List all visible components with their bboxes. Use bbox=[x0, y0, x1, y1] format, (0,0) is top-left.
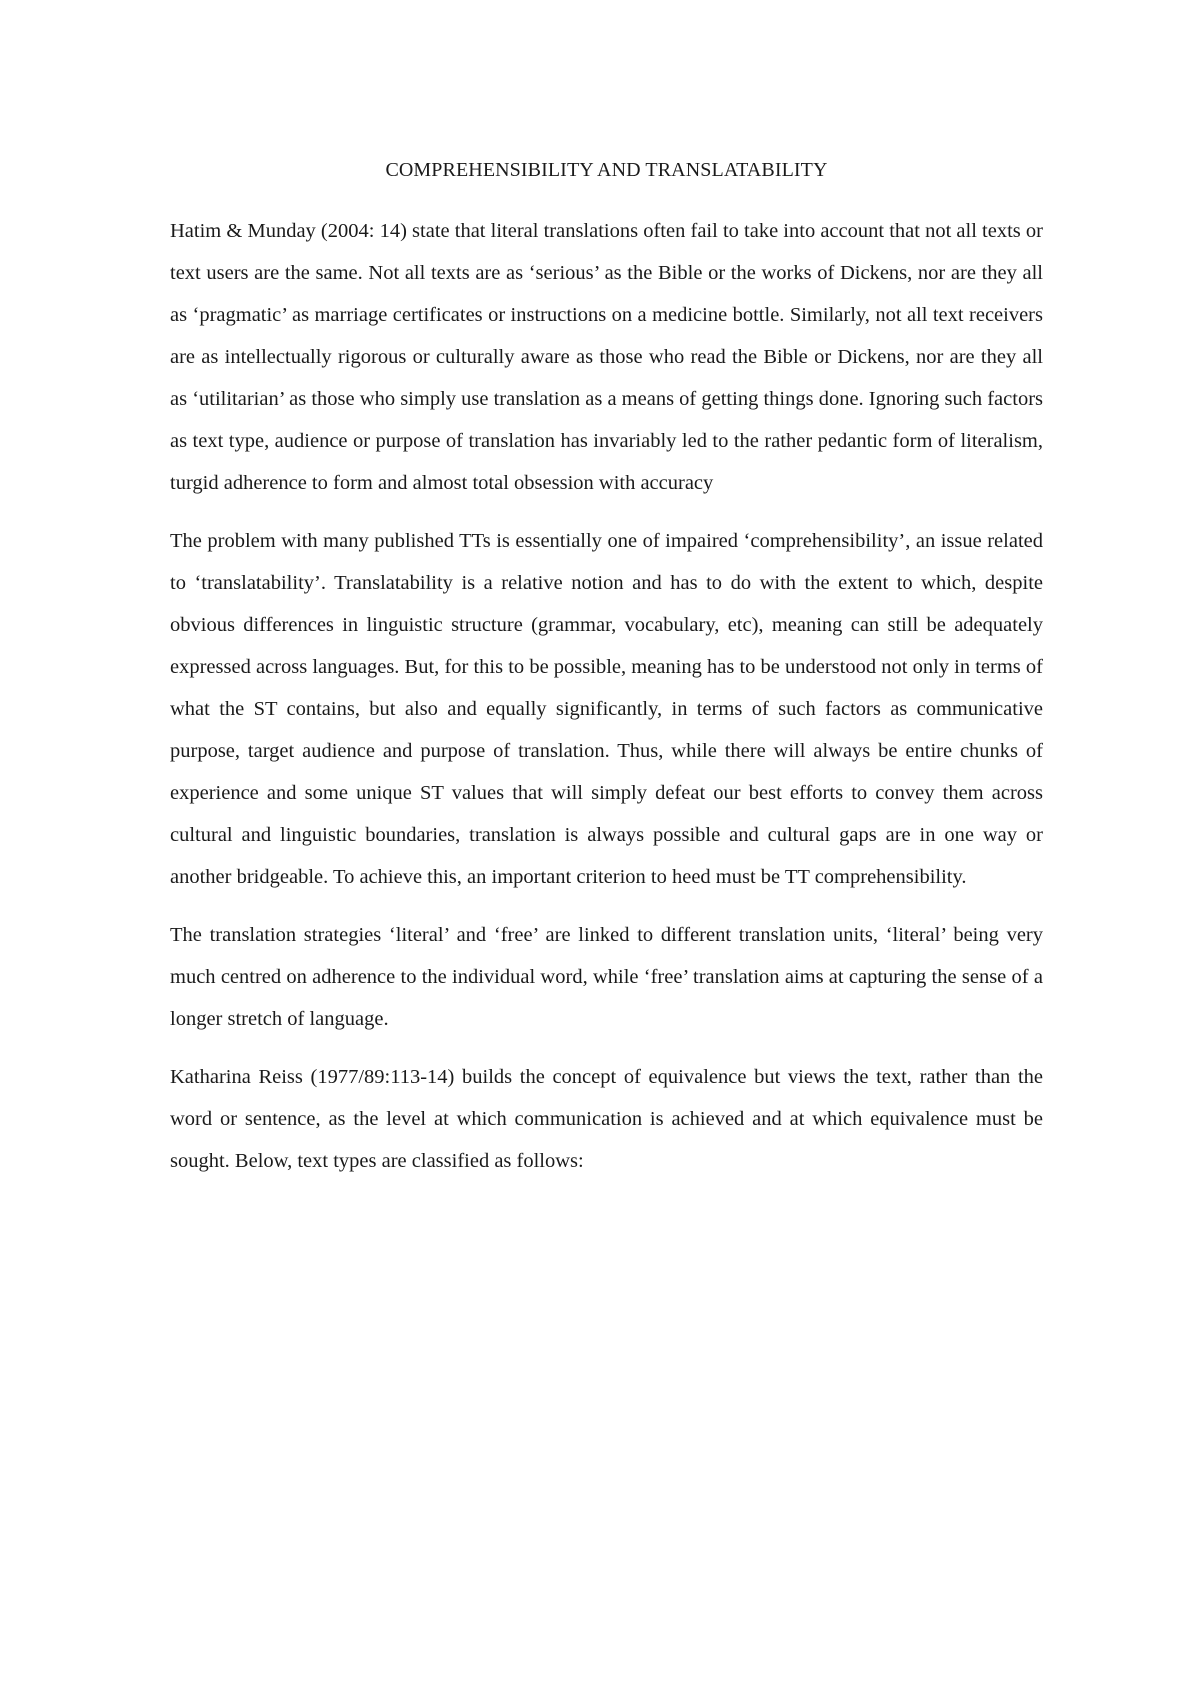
paragraph-comprehensibility: The problem with many published TTs is essentially one of impaired ‘comprehensibility’, an issue related to ‘translatability’. Translatability is a relative notion and has to do with the extent to which, despite obvious differences in linguistic structure (grammar, vocabulary, etc), meaning can still be adequately expressed across languages. But, for this to be possible, meaning has to be understood not only in terms of what the ST contains, but also and equally significantly, in terms of such factors as communicative purpose, target audience and purpose of translation. Thus, while there will always be entire chunks of experience and some unique ST values that will simply defeat our best efforts to convey them across cultural and linguistic boundaries, translation is always possible and cultural gaps are in one way or another bridgeable. To achieve this, an important criterion to heed must be TT comprehensibility. bbox=[170, 530, 1043, 888]
paragraph-hatim-munday: Hatim & Munday (2004: 14) state that literal translations often fail to take into account that not all texts or text users are the same. Not all texts are as ‘serious’ as the Bible or the works of Dickens, nor are they all as ‘pragmatic’ as marriage certificates or instructions on a medicine bottle. Similarly, not all text receivers are as intellectually rigorous or culturally aware as those who read the Bible or Dickens, nor are they all as ‘utilitarian’ as those who simply use translation as a means of getting things done. Ignoring such factors as text type, audience or purpose of translation has invariably led to the rather pedantic form of literalism, turgid adherence to form and almost total obsession with accuracy bbox=[170, 220, 1043, 494]
page-title: COMPREHENSIBILITY AND TRANSLATABILITY bbox=[385, 159, 828, 181]
paragraph-translation-strategies: The translation strategies ‘literal’ and ‘free’ are linked to different translation units, ‘literal’ being very much centred on adherence to the individual word, while ‘free’ translation aims at capturing the sense of a longer stretch of language. bbox=[170, 924, 1043, 1030]
paragraph-katharina-reiss: Katharina Reiss (1977/89:113-14) builds the concept of equivalence but views the text, rather than the word or sentence, as the level at which communication is achieved and at which equivalence must be sought. Below, text types are classified as follows: bbox=[170, 1066, 1043, 1172]
document-body bbox=[170, 156, 1043, 1198]
